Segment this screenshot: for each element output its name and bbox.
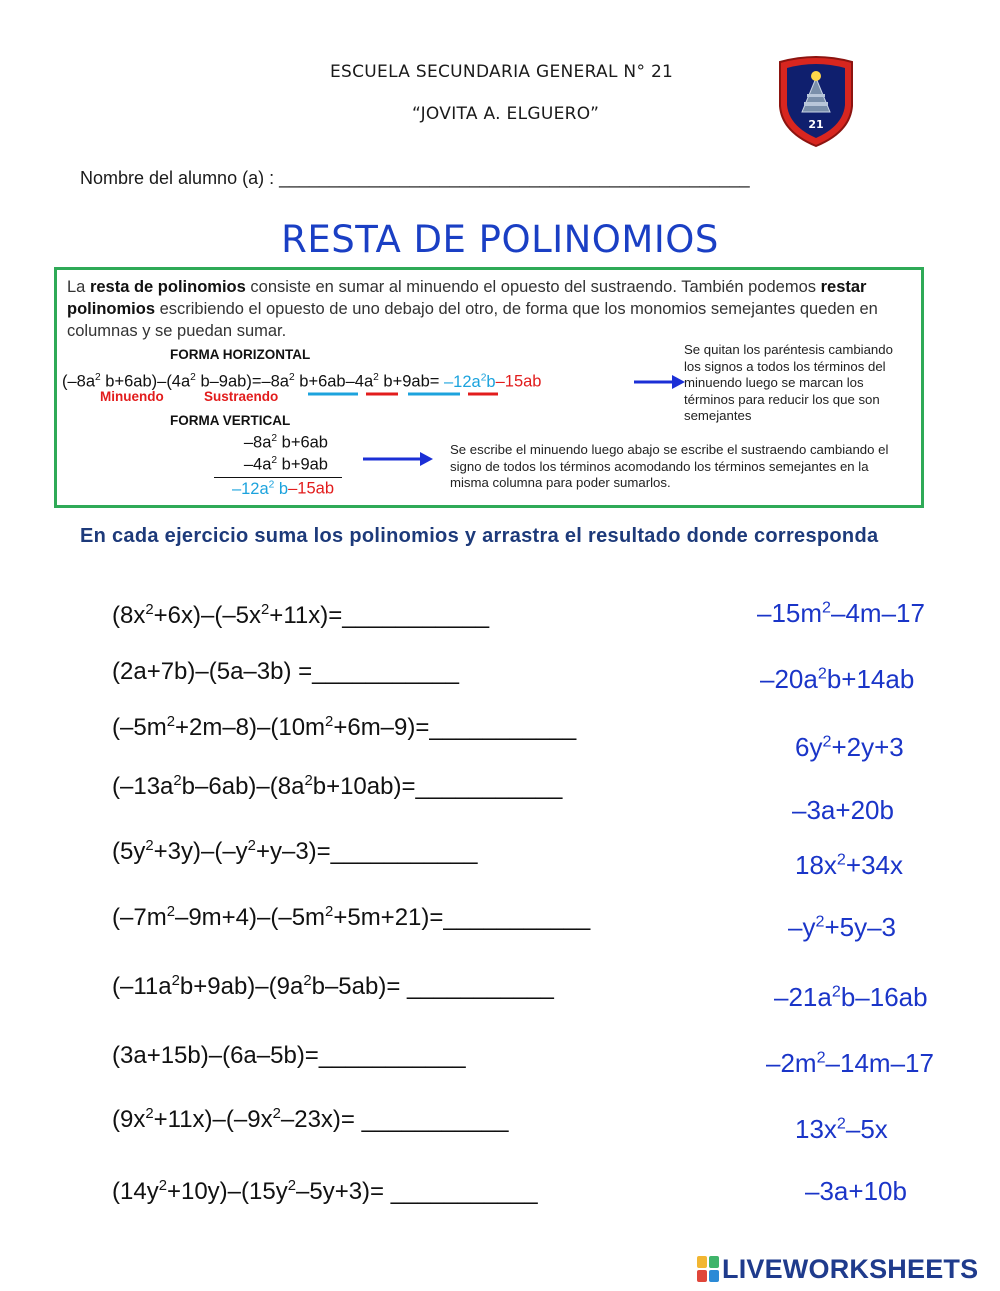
vertical-result: $-12a^2$ b–15ab — [231, 479, 334, 498]
exercise-2: (2a+7b)–(5a–3b) =___________ — [112, 658, 459, 685]
forma-vertical-label: FORMA VERTICAL — [170, 413, 291, 428]
answer-drop-zone-7[interactable]: ___________ — [407, 973, 554, 1000]
answer-drop-zone-10[interactable]: ___________ — [390, 1178, 538, 1205]
exercise-3: $(-5m^2+2m-8)-(10m^2+6m-9)=\_\_\_\_\_\_\_\_\_\_\_$ — [112, 714, 577, 741]
vertical-note: Se escribe el minuendo luego abajo se escribe el sustraendo cambiando el signo de todos los términos acomodando los términos semejantes en la misma columna para poder sumarlos. — [450, 442, 889, 490]
answer-option[interactable]: $-21a^2b-16ab$ — [774, 982, 928, 1012]
answer-option[interactable]: –3a+20b — [792, 795, 894, 825]
answer-option[interactable]: $-20a^2b+14ab$ — [760, 664, 915, 694]
exercise-5: $(5y^2+3y)-(-y^2+y-3)=\_\_\_\_\_\_\_\_\_\_\_$ — [112, 838, 478, 865]
horizontal-note: Se quitan los paréntesis cambiando los signos a todos los términos del minuendo luego se marcan los términos para reducir los que son semejantes — [684, 342, 893, 423]
exercise-9: $(9x^2+11x)-(-9x^2-23x)=$ ___________ — [112, 1106, 509, 1133]
answer-drop-zone-2[interactable]: ___________ — [312, 658, 459, 685]
instruction-text: En cada ejercicio suma los polinomios y arrastra el resultado donde corresponda — [80, 525, 879, 547]
answer-option[interactable]: $-2m^2-14m-17$ — [766, 1048, 934, 1078]
minuendo-label: Minuendo — [100, 389, 164, 404]
crest-number: 21 — [808, 118, 824, 131]
answer-option[interactable]: $-y^2+5y-3$ — [788, 912, 897, 942]
vertical-minuendo: $-8a^2$ b+6ab — [243, 433, 328, 452]
exercise-4: $(-13a^2b-6ab)-(8a^2b+10ab)=\_\_\_\_\_\_\_\_\_\_\_$ — [112, 773, 563, 800]
answer-drop-zone-5[interactable]: ___________ — [330, 838, 478, 865]
answer-option[interactable]: $18x^2+34x$ — [795, 850, 903, 880]
exercise-10: $(14y^2+10y)-(15y^2-5y+3)=$ ___________ — [112, 1178, 538, 1205]
arrow-right-icon — [634, 373, 686, 391]
vertical-divider — [214, 477, 342, 478]
liveworksheets-logo — [696, 1252, 978, 1286]
page-title: RESTA DE POLINOMIOS — [281, 218, 719, 261]
student-name-field[interactable]: Nombre del alumno (a) : _______________________________________________ — [80, 168, 750, 188]
intro-paragraph: La resta de polinomios consiste en sumar al minuendo el opuesto del sustraendo. También podemos restar polinomios escribiendo el opuesto de uno debajo del otro, de forma que los monomios semejantes queden en columnas y se puedan sumar. — [67, 278, 878, 340]
school-name: ESCUELA SECUNDARIA GENERAL N° 21 — [330, 62, 674, 82]
exercise-8: (3a+15b)–(6a–5b)=___________ — [112, 1042, 466, 1069]
answer-drop-zone-1[interactable]: ___________ — [342, 602, 490, 629]
exercise-6: $(-7m^2-9m+4)-(-5m^2+5m+21)=\_\_\_\_\_\_\_\_\_\_\_$ — [112, 904, 591, 931]
answer-drop-zone-9[interactable]: ___________ — [361, 1106, 509, 1133]
sustraendo-label: Sustraendo — [204, 389, 279, 404]
arrow-right-icon — [363, 450, 435, 468]
horizontal-equation: ($-8a^2$ $b+6ab)-(4a^2$ $b-9ab)=-8a^2$ $b+6ab-4a^2$ $b+9ab= -12a^2b-15ab$ — [62, 372, 542, 391]
vertical-sustraendo: $-4a^2$ b+9ab — [243, 455, 328, 474]
liveworksheets-text: LIVEWORKSHEETS — [722, 1253, 979, 1284]
answer-drop-zone-4[interactable]: ___________ — [415, 773, 563, 800]
exercise-7: $(-11a^2b+9ab)-(9a^2b-5ab)=$ ___________ — [112, 973, 554, 1000]
answer-drop-zone-3[interactable]: ___________ — [429, 714, 577, 741]
answer-drop-zone-6[interactable]: ___________ — [443, 904, 591, 931]
answer-option[interactable]: $13x^2-5x$ — [795, 1114, 888, 1144]
forma-horizontal-label: FORMA HORIZONTAL — [170, 347, 311, 362]
liveworksheets-icon — [696, 1254, 722, 1284]
exercise-1: $(8x^2+6x)-(-5x^2+11x)=\_\_\_\_\_\_\_\_\_\_\_$ — [112, 602, 490, 629]
answer-drop-zone-8[interactable]: ___________ — [318, 1042, 466, 1069]
answer-option[interactable]: $6y^2+2y+3$ — [795, 732, 904, 762]
school-crest-logo — [774, 54, 858, 148]
term-underlines — [300, 390, 500, 398]
school-subtitle: “JOVITA A. ELGUERO” — [412, 104, 600, 124]
answer-option[interactable]: –3a+10b — [805, 1176, 907, 1206]
answer-option[interactable]: $-15m^2-4m-17$ — [757, 598, 925, 628]
